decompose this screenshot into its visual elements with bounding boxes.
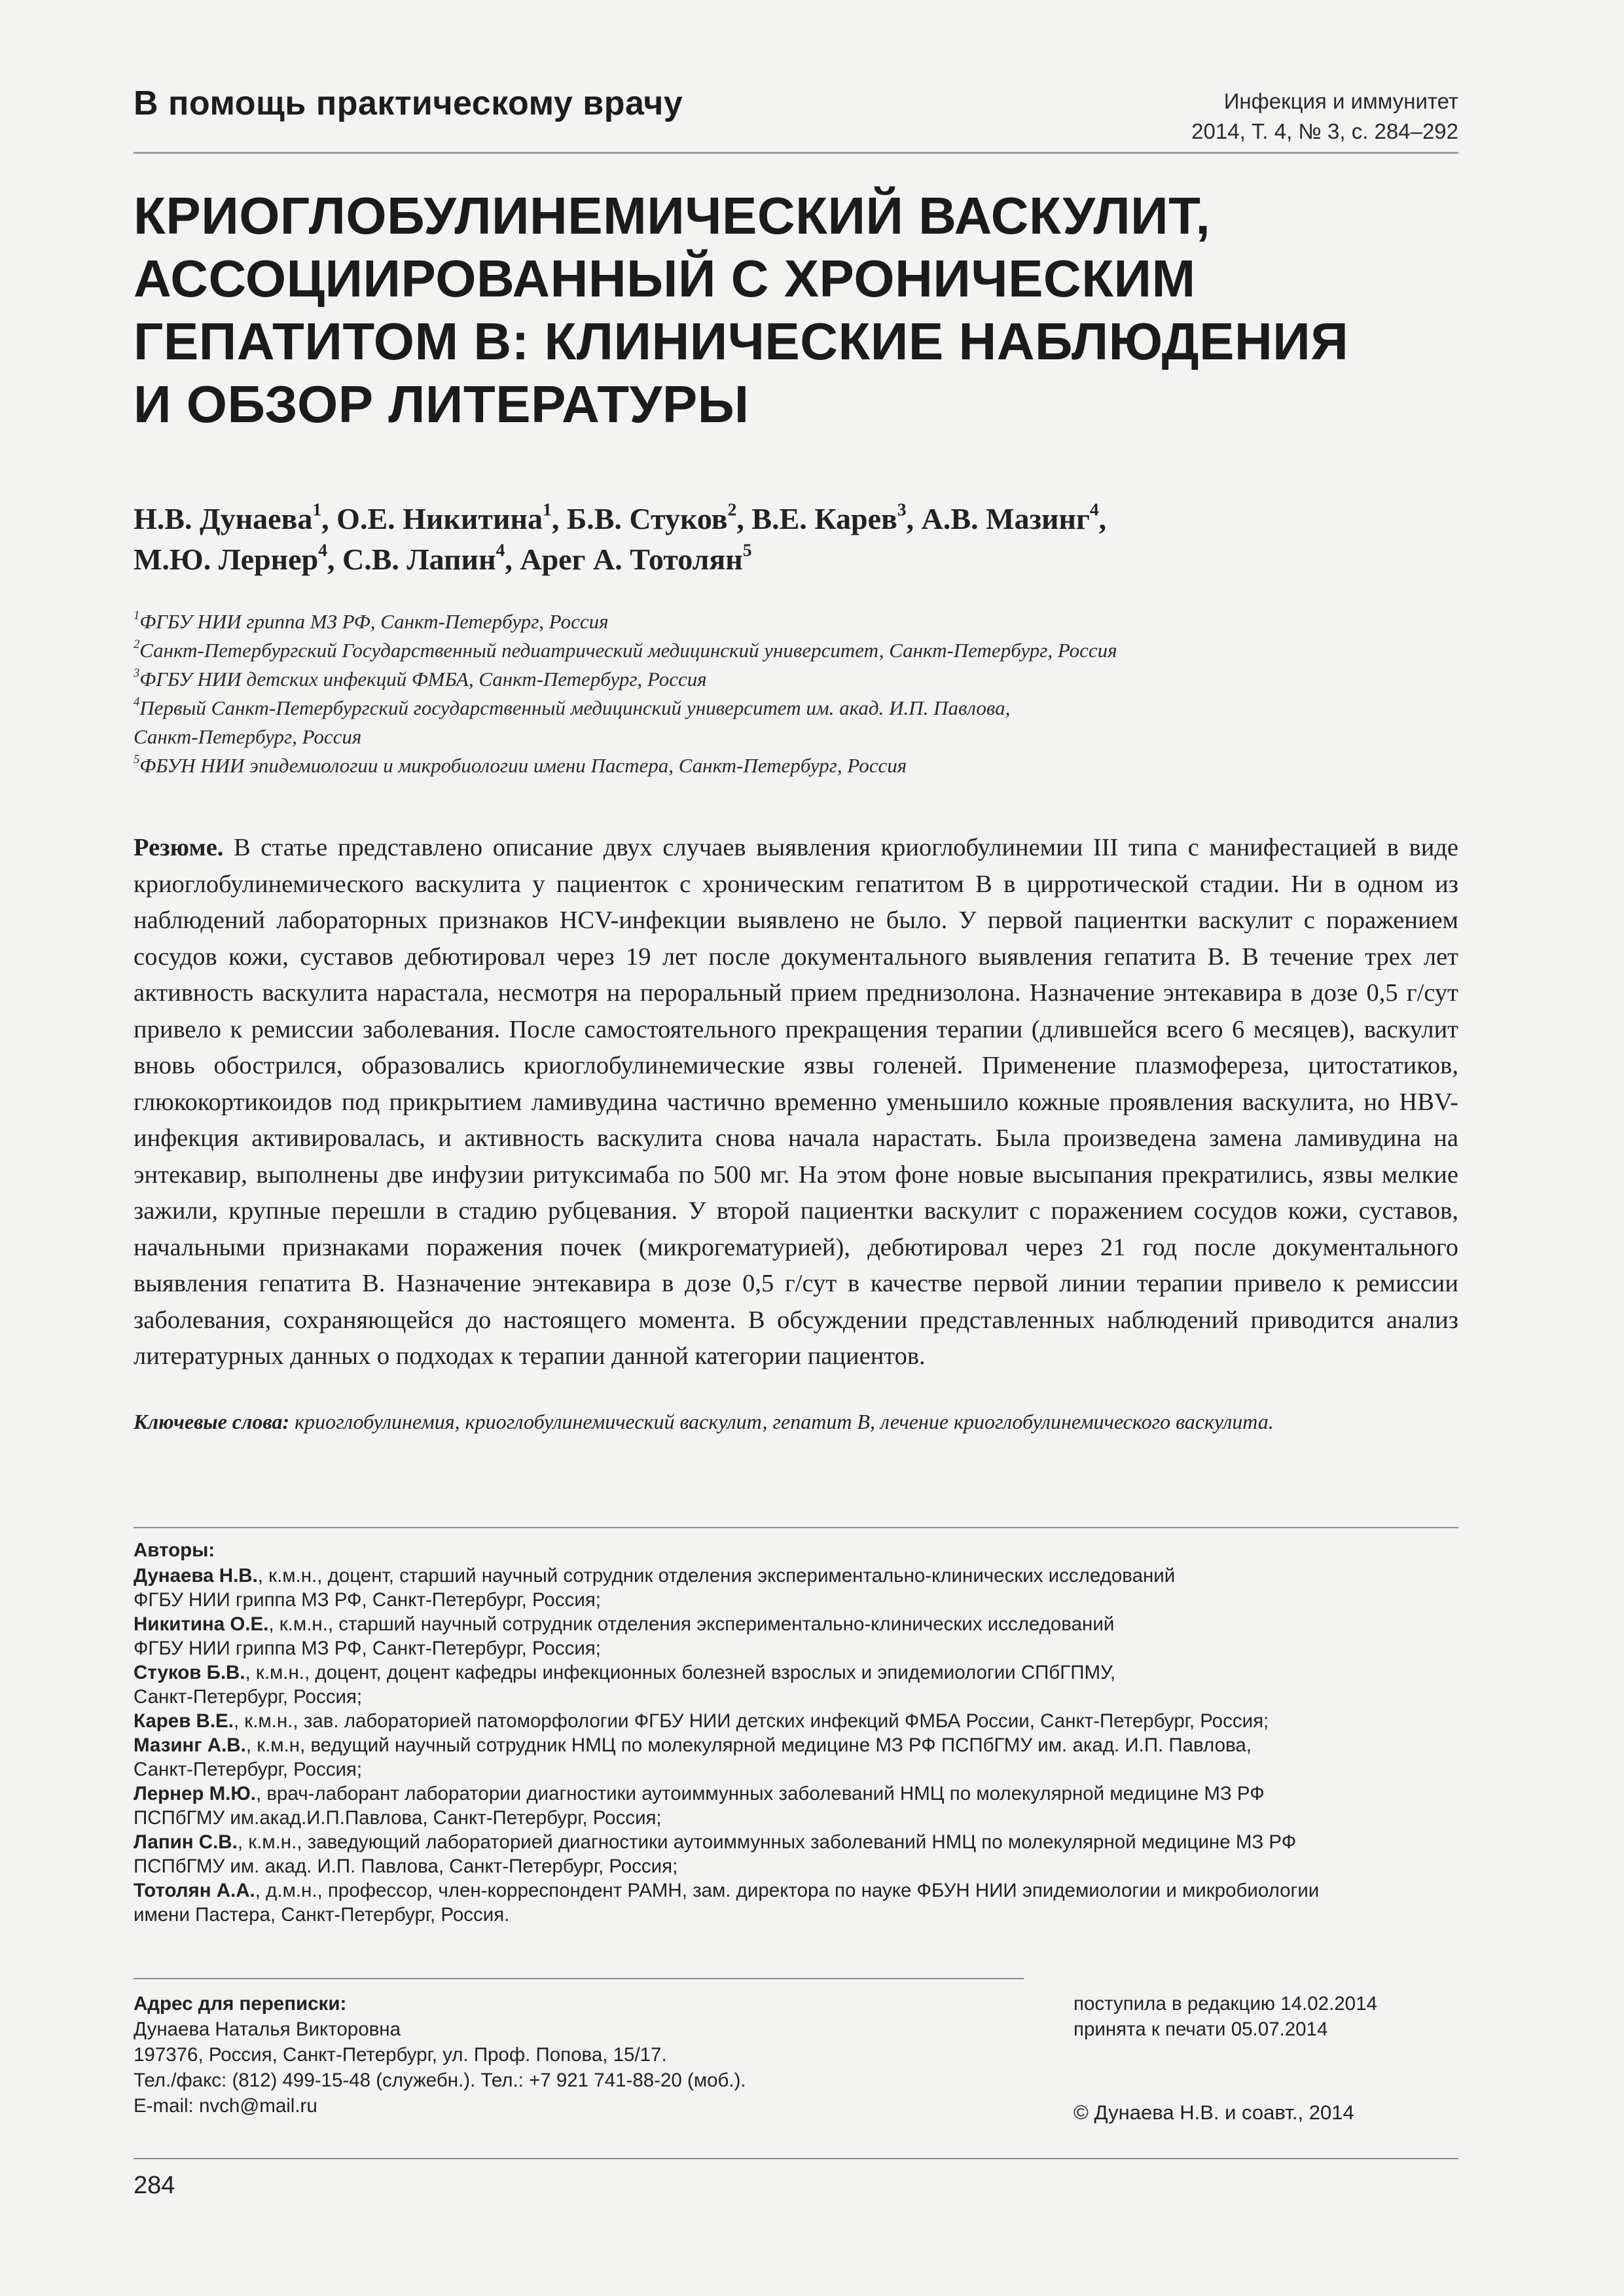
author-affil-mark: 4	[318, 539, 327, 560]
author-info-text: имени Пастера, Санкт-Петербург, Россия.	[134, 1904, 510, 1926]
author-name: , Арег А. Тотолян	[505, 543, 743, 576]
journal-name: Инфекция и иммунитет	[1223, 89, 1458, 113]
article-title	[134, 185, 1495, 436]
title-line: КРИОГЛОБУЛИНЕМИЧЕСКИЙ ВАСКУЛИТ,	[134, 187, 1211, 245]
affiliation-text: Первый Санкт-Петербургский государственный медицинский университет им. акад. И.П. Павлова,	[139, 696, 1011, 719]
author-name: Н.В. Дунаева	[134, 502, 313, 535]
author-info-text: , к.м.н., заведующий лабораторией диагностики аутоиммунных заболеваний НМЦ по молекулярной медицине МЗ РФ	[237, 1831, 1297, 1853]
affiliation	[134, 636, 1117, 665]
author-info-line	[134, 1782, 1462, 1806]
author-info-line	[134, 1660, 1462, 1685]
author-info-name: Дунаева Н.В.	[134, 1565, 258, 1587]
affiliation-text: Санкт-Петербургский Государственный педиатрический медицинский университет, Санкт-Петербург, Россия	[139, 639, 1117, 662]
correspondence-phone: Тел./факс: (812) 499-15-48 (служебн.). Тел.: +7 921 741-88-20 (моб.).	[134, 2070, 746, 2091]
author-info-line	[134, 1709, 1462, 1733]
author-affil-mark: 5	[742, 539, 752, 560]
journal-info	[1191, 86, 1458, 147]
author-info-name: Стуков Б.В.	[134, 1662, 245, 1683]
author-info-line	[134, 1903, 1462, 1927]
abstract-lead: Резюме.	[134, 834, 224, 861]
author-affil-mark: 1	[312, 499, 322, 520]
correspondence-divider	[134, 1978, 1024, 1979]
author-name: , В.Е. Карев	[736, 502, 897, 535]
author-affil-mark: 2	[727, 499, 737, 520]
author-info-line	[134, 1806, 1462, 1830]
affiliation-text: ФГБУ НИИ детских инфекций ФМБА, Санкт-Петербург, Россия	[139, 668, 707, 691]
author-info-text: , к.м.н., доцент, старший научный сотрудник отделения экспериментально-клинических исследований	[257, 1565, 1176, 1587]
affiliation	[134, 751, 1117, 780]
keywords-text: криоглобулинемия, криоглобулинемический васкулит, гепатит В, лечение криоглобулинемического васкулита.	[289, 1410, 1274, 1433]
author-info-text: ФГБУ НИИ гриппа МЗ РФ, Санкт-Петербург, Россия;	[134, 1638, 601, 1659]
correspondence-name: Дунаева Наталья Викторовна	[134, 2018, 401, 2040]
author-info-name: Лернер М.Ю.	[134, 1783, 256, 1804]
authors-info	[134, 1538, 1462, 1927]
author-name: , О.Е. Никитина	[321, 502, 543, 535]
author-info-line	[134, 1854, 1462, 1878]
author-list	[134, 499, 1106, 580]
author-info-name: Тотолян А.А.	[134, 1880, 255, 1901]
author-name: , А.В. Мазинг	[906, 502, 1090, 535]
correspondence-email: E-mail: nvch@mail.ru	[134, 2095, 317, 2117]
author-info-text: , к.м.н., старший научный сотрудник отделения экспериментально-клинических исследований	[268, 1613, 1115, 1635]
copyright: © Дунаева Н.В. и соавт., 2014	[1074, 2101, 1354, 2124]
footer-divider	[134, 2158, 1458, 2159]
affiliation-mark: 1	[134, 609, 140, 623]
journal-issue: 2014, Т. 4, № 3, с. 284–292	[1191, 119, 1458, 143]
abstract	[134, 830, 1458, 1375]
title-line: АССОЦИИРОВАННЫЙ С ХРОНИЧЕСКИМ	[134, 249, 1196, 308]
author-line	[134, 539, 1106, 580]
author-info-line	[134, 1733, 1462, 1757]
author-info-line	[134, 1588, 1462, 1612]
page-number: 284	[134, 2172, 175, 2199]
author-name: , Б.В. Стуков	[551, 502, 728, 535]
affiliation-mark: 4	[134, 695, 140, 709]
affiliation	[134, 665, 1117, 694]
author-info-name: Мазинг А.В.	[134, 1734, 246, 1756]
keywords-lead: Ключевые слова:	[134, 1410, 290, 1433]
title-line: И ОБЗОР ЛИТЕРАТУРЫ	[134, 375, 749, 433]
affiliation	[134, 694, 1117, 723]
author-info-line	[134, 1685, 1462, 1709]
authors-divider	[134, 1527, 1458, 1528]
author-name: , С.В. Лапин	[327, 543, 496, 576]
author-info-line	[134, 1564, 1462, 1588]
correspondence-heading: Адрес для переписки:	[134, 1993, 347, 2015]
author-info-line	[134, 1830, 1462, 1854]
received-date: поступила в редакцию 14.02.2014	[1074, 1993, 1377, 2015]
author-affil-mark: 4	[496, 539, 505, 560]
author-affil-mark: 1	[543, 499, 552, 520]
affiliation-text: ФБУН НИИ эпидемиологии и микробиологии имени Пастера, Санкт-Петербург, Россия	[139, 754, 907, 777]
affiliation-mark: 5	[134, 753, 140, 767]
author-info-line	[134, 1612, 1462, 1636]
correspondence	[134, 1991, 746, 2119]
author-info-text: ФГБУ НИИ гриппа МЗ РФ, Санкт-Петербург, Россия;	[134, 1589, 601, 1611]
author-info-text: , д.м.н., профессор, член-корреспондент РАМН, зам. директора по науке ФБУН НИИ эпидемиологии и микробиологии	[255, 1880, 1320, 1901]
author-info-text: , к.м.н., зав. лабораторией патоморфологии ФГБУ НИИ детских инфекций ФМБА России, Санкт-Петербург, Россия;	[233, 1710, 1269, 1732]
article-dates	[1074, 1991, 1377, 2042]
author-info-name: Никитина О.Е.	[134, 1613, 269, 1635]
author-info-text: Санкт-Петербург, Россия;	[134, 1686, 363, 1708]
author-info-text: , к.м.н, ведущий научный сотрудник НМЦ по молекулярной медицине МЗ РФ ПСПбГМУ им. акад. И.П. Павлова,	[245, 1734, 1252, 1756]
affiliation-text: ФГБУ НИИ гриппа МЗ РФ, Санкт-Петербург, Россия	[139, 610, 609, 633]
author-info-name: Карев В.Е.	[134, 1710, 234, 1732]
affiliation-text: Санкт-Петербург, Россия	[134, 725, 362, 748]
keywords	[134, 1407, 1469, 1436]
section-label: В помощь практическому врачу	[134, 84, 683, 122]
affiliation	[134, 607, 1117, 636]
accepted-date: принята к печати 05.07.2014	[1074, 2018, 1328, 2040]
affiliation	[134, 723, 1117, 751]
author-affil-mark: 4	[1089, 499, 1099, 520]
author-info-text: , врач-лаборант лаборатории диагностики аутоиммунных заболеваний НМЦ по молекулярной медицине МЗ РФ	[255, 1783, 1265, 1804]
author-line	[134, 499, 1106, 539]
author-info-text: ПСПбГМУ им.акад.И.П.Павлова, Санкт-Петербург, Россия;	[134, 1807, 662, 1829]
affiliation-mark: 2	[134, 637, 140, 652]
author-info-line	[134, 1757, 1462, 1782]
author-info-text: , к.м.н., доцент, доцент кафедры инфекционных болезней взрослых и эпидемиологии СПбГПМУ,	[245, 1662, 1116, 1683]
title-line: ГЕПАТИТОМ В: КЛИНИЧЕСКИЕ НАБЛЮДЕНИЯ	[134, 312, 1349, 370]
abstract-text: В статье представлено описание двух случаев выявления криоглобулинемии III типа с манифестацией в виде криоглобулинемического васкулита у пациенток с хроническим гепатитом В в цирротической стадии. Ни в одном из наблюдений лабораторных признаков HCV-инфекции выявлено не было. У первой пациентки васкулит с поражением сосудов кожи, суставов дебютировал через 19 лет после документального выявления гепатита В. В течение трех лет активность васкулита нарастала, несмотря на пероральный прием преднизолона. Назначение энтекавира в дозе 0,5 г/сут привело к ремиссии заболевания. После самостоятельного прекращения терапии (длившейся всего 6 месяцев), васкулит вновь обострился, образовались криоглобулинемические язвы голеней. Применение плазмофереза, цитостатиков, глюкокортикоидов под прикрытием ламивудина частично временно уменьшило кожные проявления васкулита, но HBV-инфекция активировалась, и активность васкулита снова начала нарастать. Была произведена замена ламивудина на энтекавир, выполнены две инфузии ритуксимаба по 500 мг. На этом фоне новые высыпания прекратились, язвы мелкие зажили, крупные перешли в стадию рубцевания. У второй пациентки васкулит с поражением сосудов кожи, суставов, начальными признаками поражения почек (микрогематурией), дебютировал через 21 год после документального выявления гепатита В. Назначение энтекавира в дозе 0,5 г/сут в качестве первой линии терапии привело к ремиссии заболевания, сохраняющейся до настоящего момента. В обсуждении представленных наблюдений приводится анализ литературных данных о подходах к терапии данной категории пациентов.	[134, 834, 1458, 1370]
author-affil-mark: 3	[897, 499, 907, 520]
author-info-text: Санкт-Петербург, Россия;	[134, 1759, 363, 1780]
authors-info-heading: Авторы:	[134, 1539, 215, 1561]
affiliations	[134, 607, 1117, 780]
header-divider	[134, 152, 1458, 154]
author-info-name: Лапин С.В.	[134, 1831, 238, 1853]
author-info-line	[134, 1878, 1462, 1903]
author-info-text: ПСПбГМУ им. акад. И.П. Павлова, Санкт-Петербург, Россия;	[134, 1856, 678, 1877]
affiliation-mark: 3	[134, 666, 140, 681]
correspondence-address: 197376, Россия, Санкт-Петербург, ул. Проф. Попова, 15/17.	[134, 2044, 667, 2066]
author-separator: ,	[1098, 502, 1107, 535]
author-name: М.Ю. Лернер	[134, 543, 319, 576]
author-info-line	[134, 1636, 1462, 1660]
